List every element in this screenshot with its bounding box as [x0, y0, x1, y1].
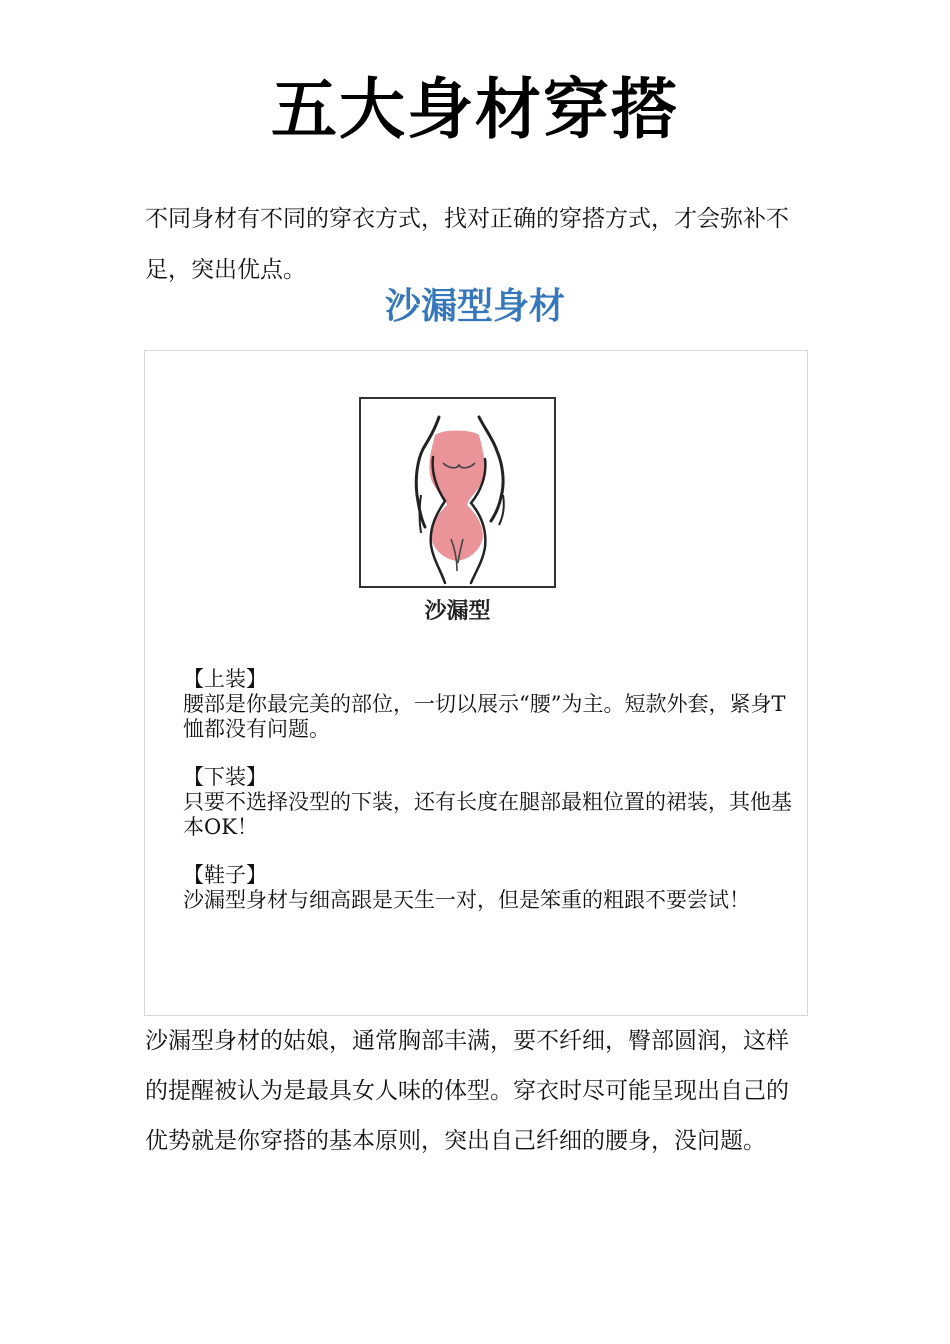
tip-shoes-body: 沙漏型身材与细高跟是天生一对，但是笨重的粗跟不要尝试！ — [183, 888, 750, 912]
figure-caption: 沙漏型 — [424, 598, 491, 624]
body-paragraph: 沙漏型身材的姑娘，通常胸部丰满，要不纤细，臀部圆润，这样的提醒被认为是最具女人味的体型。穿衣时尽可能呈现出自己的优势就是你穿搭的基本原则，突出自己纤细的腰身，没问题。 — [145, 1028, 789, 1154]
tip-tops-heading: 【上装】 — [183, 667, 267, 691]
body-type-figure — [144, 350, 808, 1016]
tip-shoes-heading: 【鞋子】 — [183, 863, 267, 887]
hourglass-body-illustration — [361, 399, 554, 586]
page-title: 五大身材穿搭 — [271, 70, 679, 148]
tip-tops-body: 腰部是你最完美的部位，一切以展示“腰”为主。短款外套，紧身T恤都没有问题。 — [183, 692, 786, 741]
tip-bottoms-body: 只要不选择没型的下装，还有长度在腿部最粗位置的裙装，其他基本OK！ — [183, 790, 792, 839]
figure-illustration-frame — [359, 397, 556, 588]
section-title: 沙漏型身材 — [384, 285, 565, 327]
tip-shoes — [183, 863, 795, 913]
tip-tops — [183, 667, 795, 742]
intro-paragraph: 不同身材有不同的穿衣方式，找对正确的穿搭方式，才会弥补不足，突出优点。 — [145, 206, 789, 283]
tip-bottoms — [183, 765, 795, 840]
tip-bottoms-heading: 【下装】 — [183, 765, 267, 789]
